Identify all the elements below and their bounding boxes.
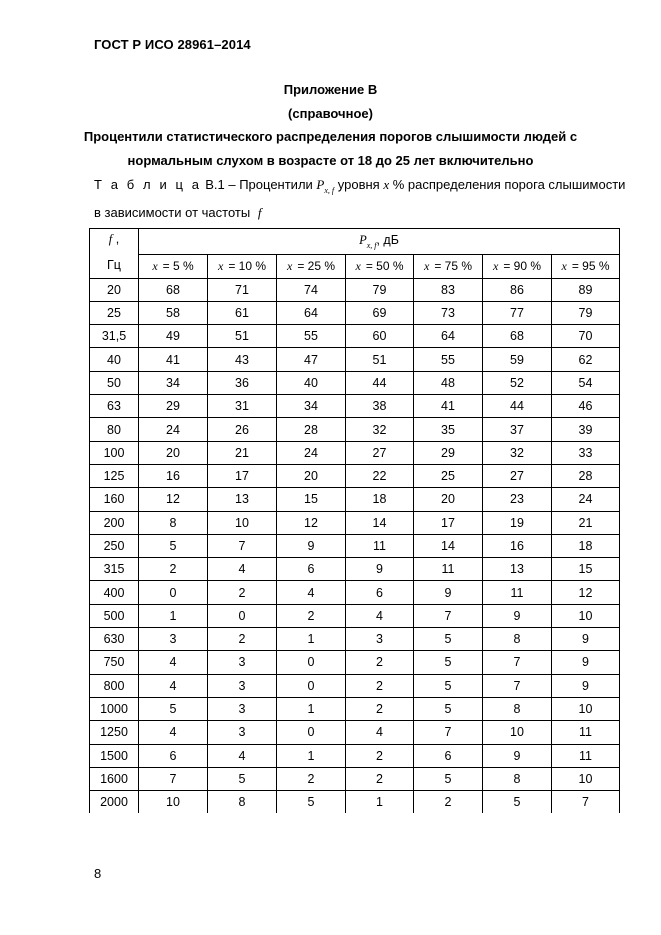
threshold-cell: 41 — [414, 395, 483, 418]
threshold-cell: 4 — [346, 604, 414, 627]
threshold-cell: 19 — [483, 511, 552, 534]
threshold-cell: 14 — [414, 534, 483, 557]
threshold-cell: 4 — [208, 558, 277, 581]
frequency-cell: 250 — [90, 534, 139, 557]
threshold-cell: 29 — [139, 395, 208, 418]
threshold-cell: 55 — [277, 325, 346, 348]
frequency-comma: , — [112, 232, 120, 246]
percentile-value: = 90 % — [503, 259, 542, 274]
frequency-cell: 1500 — [90, 744, 139, 767]
threshold-cell: 35 — [414, 418, 483, 441]
percentile-symbol: x — [152, 259, 158, 274]
frequency-cell: 20 — [90, 278, 139, 301]
threshold-cell: 18 — [552, 534, 620, 557]
threshold-cell: 37 — [483, 418, 552, 441]
annex-type: (справочное) — [288, 106, 373, 121]
level-unit: , дБ — [376, 233, 399, 247]
table-row — [90, 534, 620, 557]
threshold-cell: 4 — [277, 581, 346, 604]
threshold-cell: 8 — [208, 791, 277, 814]
threshold-cell: 9 — [552, 674, 620, 697]
level-symbol-sub: x, f — [366, 241, 377, 250]
threshold-cell: 10 — [552, 604, 620, 627]
threshold-cell: 8 — [483, 767, 552, 790]
threshold-cell: 49 — [139, 325, 208, 348]
table-row — [90, 767, 620, 790]
threshold-cell: 18 — [346, 488, 414, 511]
threshold-cell: 36 — [208, 371, 277, 394]
threshold-cell: 86 — [483, 278, 552, 301]
threshold-cell: 64 — [414, 325, 483, 348]
threshold-cell: 24 — [277, 441, 346, 464]
threshold-cell: 1 — [139, 604, 208, 627]
frequency-cell: 50 — [90, 371, 139, 394]
threshold-cell: 5 — [414, 767, 483, 790]
threshold-cell: 7 — [414, 604, 483, 627]
table-row — [90, 651, 620, 674]
level-header — [139, 229, 620, 255]
threshold-cell: 24 — [139, 418, 208, 441]
threshold-cell: 10 — [552, 767, 620, 790]
table-word: Т а б л и ц а — [94, 177, 202, 192]
threshold-cell: 4 — [139, 651, 208, 674]
threshold-cell: 70 — [552, 325, 620, 348]
percentile-header-cell — [483, 255, 552, 278]
threshold-cell: 5 — [414, 674, 483, 697]
threshold-cell: 2 — [277, 767, 346, 790]
threshold-cell: 23 — [483, 488, 552, 511]
standard-designation: ГОСТ Р ИСО 28961–2014 — [94, 37, 251, 52]
threshold-cell: 34 — [277, 395, 346, 418]
frequency-cell: 750 — [90, 651, 139, 674]
threshold-cell: 16 — [483, 534, 552, 557]
percentile-symbol: x — [286, 259, 293, 274]
threshold-cell: 5 — [139, 697, 208, 720]
threshold-cell: 2 — [208, 581, 277, 604]
table-id: В.1 – Процентили — [205, 177, 313, 192]
caption-symbol-x: x — [383, 177, 390, 192]
threshold-cell: 10 — [139, 791, 208, 814]
threshold-cell: 4 — [139, 721, 208, 744]
percentile-symbol: x — [492, 259, 499, 274]
caption-symbol-p-sub: x, f — [324, 186, 335, 195]
threshold-cell: 60 — [346, 325, 414, 348]
threshold-cell: 20 — [414, 488, 483, 511]
threshold-cell: 11 — [552, 721, 620, 744]
percentile-symbol: x — [561, 259, 567, 274]
table-row — [90, 325, 620, 348]
threshold-cell: 31 — [208, 395, 277, 418]
threshold-cell: 9 — [483, 604, 552, 627]
threshold-cell: 54 — [552, 371, 620, 394]
frequency-cell: 1250 — [90, 721, 139, 744]
threshold-cell: 13 — [483, 558, 552, 581]
threshold-cell: 12 — [139, 488, 208, 511]
threshold-cell: 10 — [483, 721, 552, 744]
threshold-cell: 9 — [483, 744, 552, 767]
threshold-cell: 44 — [346, 371, 414, 394]
threshold-cell: 58 — [139, 301, 208, 324]
threshold-cell: 5 — [414, 628, 483, 651]
threshold-cell: 4 — [139, 674, 208, 697]
threshold-cell: 0 — [139, 581, 208, 604]
threshold-cell: 2 — [346, 651, 414, 674]
threshold-cell: 33 — [552, 441, 620, 464]
table-row — [90, 464, 620, 487]
table-row — [90, 721, 620, 744]
table-row — [90, 348, 620, 371]
threshold-cell: 11 — [552, 744, 620, 767]
table-row — [90, 441, 620, 464]
threshold-cell: 61 — [208, 301, 277, 324]
threshold-cell: 2 — [139, 558, 208, 581]
threshold-cell: 7 — [139, 767, 208, 790]
threshold-cell: 2 — [208, 628, 277, 651]
frequency-cell: 200 — [90, 511, 139, 534]
percentile-value: = 25 % — [297, 259, 336, 274]
threshold-cell: 20 — [139, 441, 208, 464]
threshold-cell: 28 — [277, 418, 346, 441]
table-row — [90, 744, 620, 767]
threshold-cell: 7 — [483, 651, 552, 674]
frequency-cell: 1600 — [90, 767, 139, 790]
threshold-cell: 38 — [346, 395, 414, 418]
frequency-cell: 63 — [90, 395, 139, 418]
threshold-cell: 5 — [483, 791, 552, 814]
frequency-unit: Гц — [107, 258, 121, 272]
percentile-value: = 5 % — [162, 259, 194, 274]
threshold-cell: 44 — [483, 395, 552, 418]
threshold-cell: 64 — [277, 301, 346, 324]
frequency-cell: 800 — [90, 674, 139, 697]
threshold-cell: 4 — [346, 721, 414, 744]
frequency-cell: 31,5 — [90, 325, 139, 348]
threshold-cell: 11 — [346, 534, 414, 557]
table-row — [90, 791, 620, 814]
threshold-cell: 0 — [277, 674, 346, 697]
threshold-cell: 5 — [414, 697, 483, 720]
threshold-cell: 9 — [552, 628, 620, 651]
table-caption — [94, 177, 625, 193]
threshold-cell: 83 — [414, 278, 483, 301]
threshold-cell: 71 — [208, 278, 277, 301]
threshold-cell: 2 — [414, 791, 483, 814]
threshold-cell: 2 — [346, 744, 414, 767]
threshold-cell: 27 — [346, 441, 414, 464]
threshold-cell: 69 — [346, 301, 414, 324]
frequency-cell: 40 — [90, 348, 139, 371]
percentile-header-cell — [277, 255, 346, 278]
threshold-cell: 28 — [552, 464, 620, 487]
threshold-cell: 22 — [346, 464, 414, 487]
threshold-cell: 0 — [277, 651, 346, 674]
frequency-cell: 25 — [90, 301, 139, 324]
threshold-cell: 73 — [414, 301, 483, 324]
table-row — [90, 488, 620, 511]
threshold-cell: 46 — [552, 395, 620, 418]
threshold-cell: 34 — [139, 371, 208, 394]
frequency-cell: 1000 — [90, 697, 139, 720]
percentile-value: = 50 % — [365, 259, 404, 274]
hearing-threshold-table — [89, 228, 620, 813]
threshold-cell: 20 — [277, 464, 346, 487]
threshold-cell: 3 — [208, 721, 277, 744]
threshold-cell: 10 — [208, 511, 277, 534]
table-header-row — [90, 229, 620, 255]
caption-symbol-p: P — [316, 177, 325, 192]
percentile-symbol: x — [217, 259, 224, 274]
percentile-value: = 10 % — [228, 259, 267, 274]
threshold-cell: 29 — [414, 441, 483, 464]
threshold-cell: 2 — [346, 697, 414, 720]
threshold-cell: 1 — [346, 791, 414, 814]
frequency-cell: 400 — [90, 581, 139, 604]
threshold-cell: 0 — [277, 721, 346, 744]
table-row — [90, 395, 620, 418]
threshold-cell: 2 — [277, 604, 346, 627]
threshold-cell: 51 — [346, 348, 414, 371]
threshold-cell: 21 — [552, 511, 620, 534]
threshold-cell: 9 — [346, 558, 414, 581]
percentile-header-cell — [208, 255, 277, 278]
page-number: 8 — [94, 866, 102, 881]
threshold-cell: 3 — [208, 697, 277, 720]
threshold-cell: 39 — [552, 418, 620, 441]
frequency-cell: 2000 — [90, 791, 139, 814]
threshold-cell: 74 — [277, 278, 346, 301]
table-row — [90, 371, 620, 394]
table-caption-line2 — [94, 205, 261, 221]
threshold-cell: 32 — [483, 441, 552, 464]
threshold-cell: 3 — [208, 674, 277, 697]
caption-line2-text: в зависимости от частоты — [94, 205, 251, 220]
threshold-cell: 9 — [277, 534, 346, 557]
threshold-cell: 1 — [277, 744, 346, 767]
threshold-cell: 5 — [277, 791, 346, 814]
threshold-cell: 59 — [483, 348, 552, 371]
threshold-cell: 24 — [552, 488, 620, 511]
threshold-cell: 21 — [208, 441, 277, 464]
percentile-value: = 95 % — [571, 259, 610, 274]
annex-heading-line2: нормальным слухом в возрасте от 18 до 25 лет включительно — [127, 153, 534, 168]
table-row — [90, 581, 620, 604]
threshold-cell: 26 — [208, 418, 277, 441]
threshold-cell: 48 — [414, 371, 483, 394]
threshold-cell: 27 — [483, 464, 552, 487]
threshold-cell: 62 — [552, 348, 620, 371]
caption-text-mid: уровня — [337, 177, 380, 192]
table-row — [90, 278, 620, 301]
threshold-cell: 15 — [277, 488, 346, 511]
frequency-cell: 160 — [90, 488, 139, 511]
threshold-cell: 79 — [552, 301, 620, 324]
threshold-cell: 11 — [414, 558, 483, 581]
table-row — [90, 511, 620, 534]
threshold-cell: 6 — [139, 744, 208, 767]
table-row — [90, 301, 620, 324]
table-row — [90, 697, 620, 720]
threshold-cell: 68 — [483, 325, 552, 348]
threshold-cell: 8 — [483, 628, 552, 651]
percentile-header-cell — [414, 255, 483, 278]
frequency-cell: 80 — [90, 418, 139, 441]
frequency-cell: 100 — [90, 441, 139, 464]
percentile-header-cell — [346, 255, 414, 278]
threshold-cell: 52 — [483, 371, 552, 394]
threshold-cell: 2 — [346, 674, 414, 697]
threshold-cell: 12 — [552, 581, 620, 604]
threshold-cell: 15 — [552, 558, 620, 581]
threshold-cell: 1 — [277, 628, 346, 651]
percentile-header-cell — [139, 255, 208, 278]
frequency-cell: 630 — [90, 628, 139, 651]
threshold-cell: 3 — [208, 651, 277, 674]
threshold-cell: 14 — [346, 511, 414, 534]
percentile-header-row — [90, 255, 620, 278]
caption-text-end: % распределения порога слышимости — [392, 177, 626, 192]
threshold-cell: 77 — [483, 301, 552, 324]
frequency-cell: 315 — [90, 558, 139, 581]
frequency-cell: 500 — [90, 604, 139, 627]
threshold-cell: 7 — [414, 721, 483, 744]
threshold-cell: 11 — [483, 581, 552, 604]
threshold-cell: 32 — [346, 418, 414, 441]
percentile-value: = 75 % — [434, 259, 473, 274]
threshold-cell: 8 — [139, 511, 208, 534]
table-row — [90, 418, 620, 441]
threshold-cell: 55 — [414, 348, 483, 371]
threshold-cell: 47 — [277, 348, 346, 371]
threshold-cell: 8 — [483, 697, 552, 720]
threshold-cell: 7 — [552, 791, 620, 814]
threshold-cell: 12 — [277, 511, 346, 534]
threshold-cell: 3 — [139, 628, 208, 651]
threshold-cell: 51 — [208, 325, 277, 348]
threshold-cell: 5 — [139, 534, 208, 557]
annex-title: Приложение В — [283, 82, 378, 97]
threshold-cell: 16 — [139, 464, 208, 487]
threshold-cell: 79 — [346, 278, 414, 301]
table-row — [90, 604, 620, 627]
table-row — [90, 558, 620, 581]
threshold-cell: 7 — [483, 674, 552, 697]
threshold-cell: 17 — [208, 464, 277, 487]
level-symbol: P — [359, 233, 367, 247]
threshold-cell: 89 — [552, 278, 620, 301]
threshold-cell: 43 — [208, 348, 277, 371]
threshold-cell: 6 — [414, 744, 483, 767]
threshold-cell: 40 — [277, 371, 346, 394]
threshold-cell: 0 — [208, 604, 277, 627]
frequency-cell: 125 — [90, 464, 139, 487]
threshold-cell: 1 — [277, 697, 346, 720]
threshold-cell: 10 — [552, 697, 620, 720]
threshold-cell: 25 — [414, 464, 483, 487]
threshold-cell: 9 — [552, 651, 620, 674]
threshold-cell: 3 — [346, 628, 414, 651]
threshold-cell: 68 — [139, 278, 208, 301]
table-row — [90, 674, 620, 697]
frequency-header — [90, 229, 139, 279]
threshold-cell: 2 — [346, 767, 414, 790]
percentile-symbol: x — [355, 259, 361, 274]
threshold-cell: 6 — [346, 581, 414, 604]
threshold-cell: 6 — [277, 558, 346, 581]
threshold-cell: 41 — [139, 348, 208, 371]
percentile-header-cell — [552, 255, 620, 278]
threshold-cell: 17 — [414, 511, 483, 534]
threshold-cell: 7 — [208, 534, 277, 557]
threshold-cell: 5 — [414, 651, 483, 674]
annex-heading-line1: Процентили статистического распределения порогов слышимости людей с — [83, 129, 578, 144]
threshold-cell: 9 — [414, 581, 483, 604]
threshold-cell: 5 — [208, 767, 277, 790]
threshold-cell: 4 — [208, 744, 277, 767]
table-row — [90, 628, 620, 651]
threshold-cell: 13 — [208, 488, 277, 511]
frequency-symbol: f — [108, 232, 113, 246]
percentile-symbol: x — [423, 259, 430, 274]
caption-symbol-f: f — [257, 205, 262, 220]
